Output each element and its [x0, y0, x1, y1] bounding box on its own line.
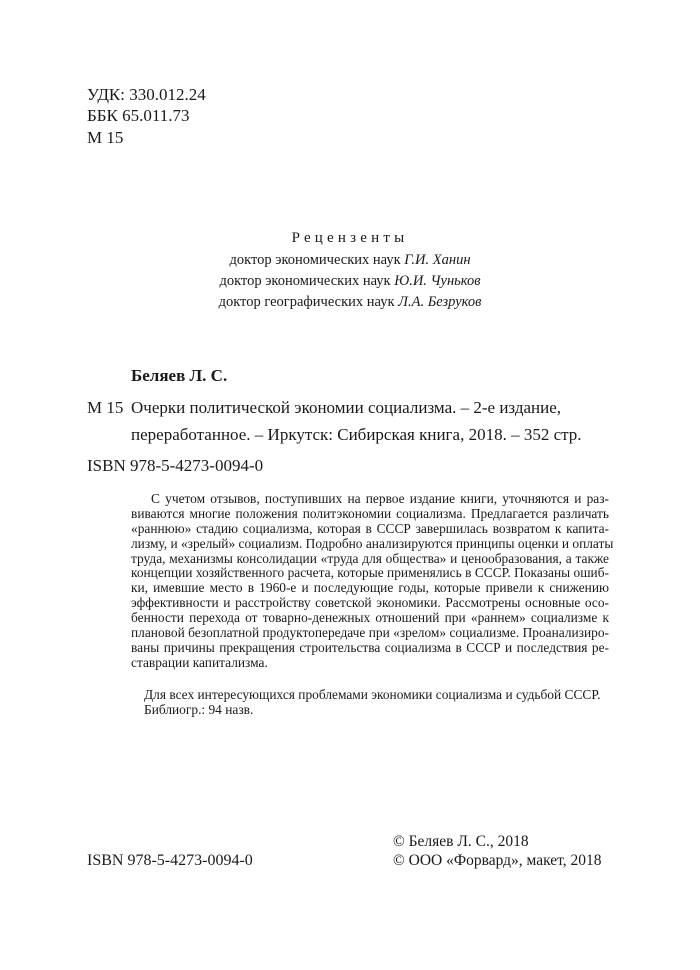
- abstract-line: ставрации капитализма.: [131, 654, 268, 670]
- isbn: ISBN 978-5-4273-0094-0: [87, 456, 264, 475]
- abstract-line: эффективности и расстройству советской экономики. Рассмотрены основные осо-: [131, 595, 609, 611]
- audience-note: [144, 688, 600, 718]
- book-title-line: Очерки политической экономии социализма. – 2-е издание,: [131, 398, 562, 417]
- reviewer-item: [150, 292, 550, 313]
- copyright-author: © Беляев Л. С., 2018: [393, 833, 529, 850]
- abstract-line: С учетом отзывов, поступивших на первое издание книги, уточняются и раз-: [151, 491, 609, 506]
- reviewer-name: Ю.И. Чуньков: [394, 273, 481, 289]
- bibliographic-author-mark: М 15: [87, 398, 124, 417]
- abstract-line: «раннюю» стадию социализма, которая в СССР завершилась возвратом к капита-: [131, 520, 609, 536]
- reviewer-name: Л.А. Безруков: [398, 294, 482, 310]
- reviewer-degree: доктор экономических наук: [229, 252, 405, 268]
- udk-code: УДК: 330.012.24: [87, 85, 206, 104]
- abstract-line: концепции хозяйственного расчета, которые применялись в СССР. Показаны ошиб-: [131, 565, 609, 581]
- reviewer-item: [150, 250, 550, 271]
- book-title-line: переработанное. – Иркутск: Сибирская книга, 2018. – 352 стр.: [131, 425, 582, 444]
- reviewer-item: [150, 271, 550, 292]
- isbn-footer: ISBN 978-5-4273-0094-0: [87, 852, 253, 869]
- reviewer-degree: доктор географических наук: [218, 294, 399, 310]
- abstract-line: ки, имевшие место в 1960-е и последующие годы, которые привели к снижению: [131, 580, 609, 596]
- abstract-line: плановой безоплатной продуктопередаче при «зрелом» социализме. Проанализиро-: [131, 625, 609, 641]
- abstract-line: ваны причины прекращения строительства социализма в СССР и последствия ре-: [131, 639, 609, 655]
- abstract-line: лизму, и «зрелый» социализм. Подробно анализируются принципы оценки и оплаты: [131, 535, 614, 551]
- bibliography-count: Библиогр.: 94 назв.: [144, 701, 254, 717]
- reviewer-name: Г.И. Ханин: [404, 252, 471, 268]
- copyright-publisher: © ООО «Форвард», макет, 2018: [393, 852, 602, 869]
- reviewers-heading: Рецензенты: [291, 230, 409, 246]
- book-author: Беляев Л. С.: [131, 366, 228, 385]
- abstract-line: виваются многие положения политэкономии социализма. Предлагается различать: [131, 505, 609, 521]
- author-mark: М 15: [87, 128, 124, 147]
- reviewer-degree: доктор экономических наук: [219, 273, 395, 289]
- abstract-line: труда, механизмы консолидации «труда для общества» и ценообразования, а также: [131, 550, 609, 566]
- reviewers-block: [150, 228, 550, 313]
- abstract-line: бенности перехода от товарно-денежных отношений при «раннем» социализме к: [131, 610, 609, 626]
- abstract-paragraph: [131, 491, 614, 671]
- bbk-code: ББК 65.011.73: [87, 106, 190, 125]
- audience-line: Для всех интересующихся проблемами экономики социализма и судьбой СССР.: [144, 687, 601, 702]
